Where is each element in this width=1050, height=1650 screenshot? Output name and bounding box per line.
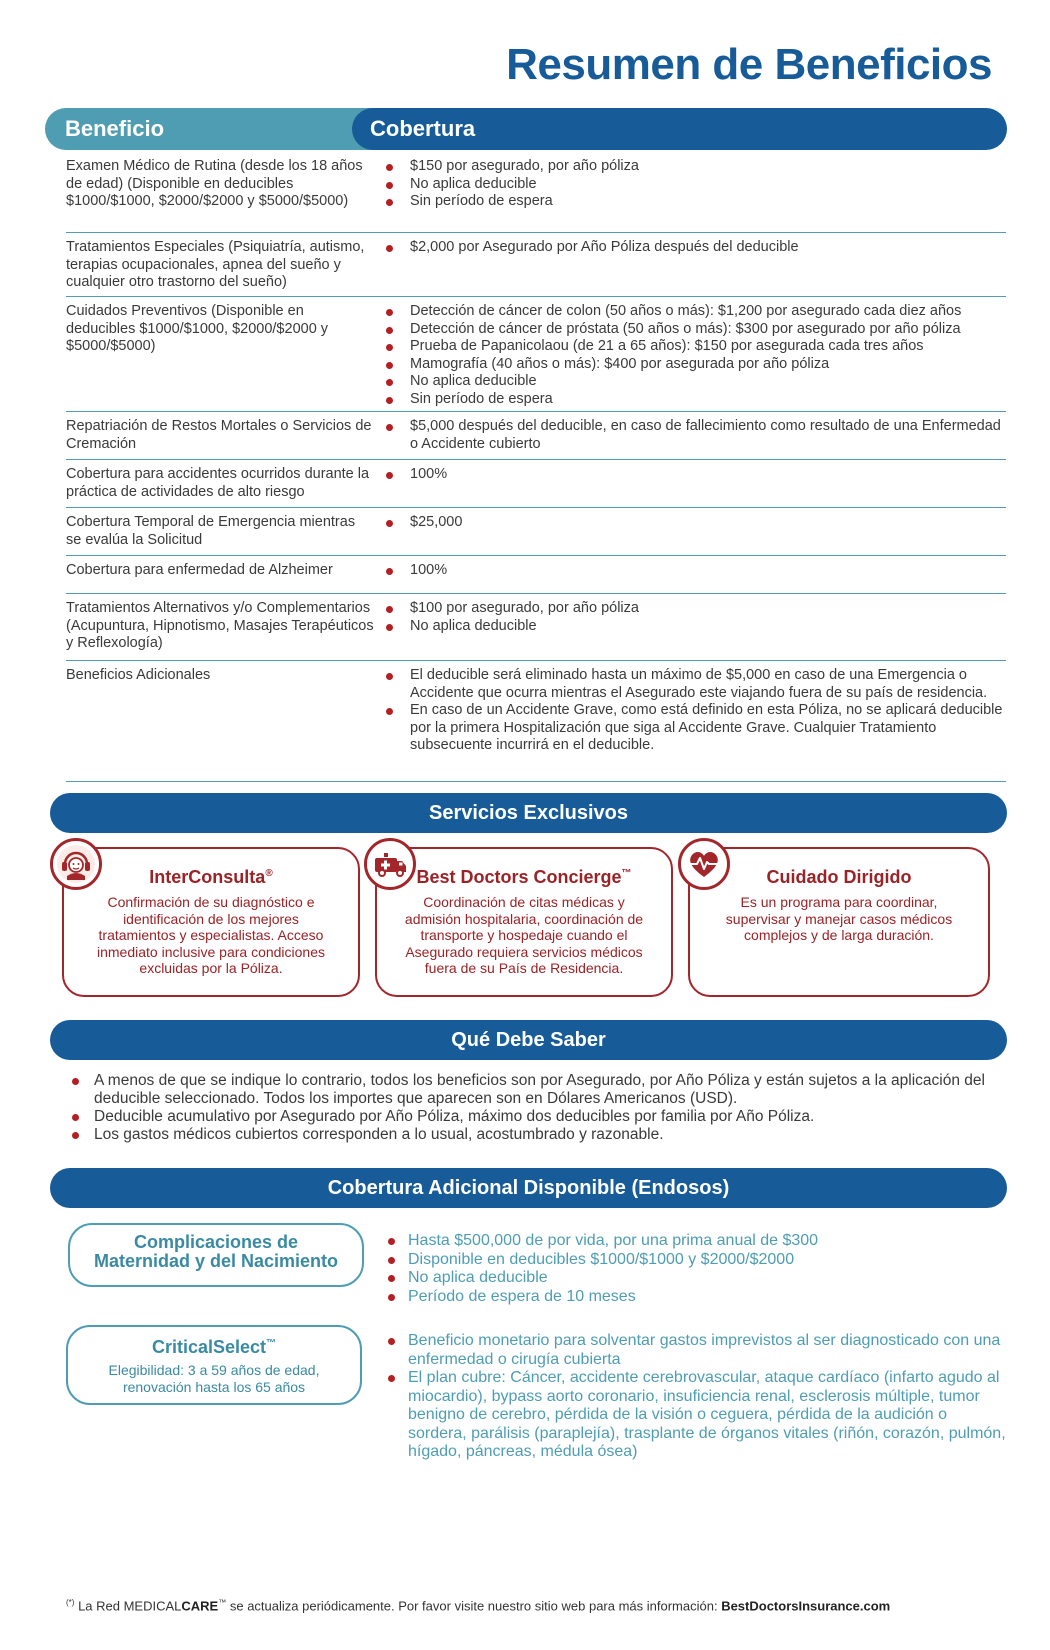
benefit-row	[66, 667, 1006, 755]
coverage-list	[384, 303, 1006, 408]
coverage-item: $5,000 después del deducible, en caso de fallecimiento como resultado de una Enfermedad o Accidente cubierto	[384, 418, 1006, 453]
service-card-title: Cuidado Dirigido	[766, 867, 912, 887]
ambulance-icon	[364, 838, 416, 890]
heart-pulse-icon	[678, 838, 730, 890]
benefit-row	[66, 239, 1006, 292]
service-card-cuidado-dirigido	[688, 847, 990, 997]
know-item: A menos de que se indique lo contrario, todos los beneficios son por Asegurado, por Año Póliza y están sujetos a la aplicación del deducible seleccionado. Todos los importes que aparecen son en Dólares Americanos (USD).	[72, 1072, 992, 1108]
maternity-item: Hasta $500,000 de por vida, por una prima anual de $300	[386, 1232, 1006, 1251]
row-divider	[66, 507, 1006, 508]
coverage-item: $150 por asegurado, por año póliza	[384, 158, 1006, 176]
coverage-item: Prueba de Papanicolaou (de 21 a 65 años): $150 por asegurada cada tres años	[384, 338, 1006, 356]
footer-note: (*) La Red MEDICALCARE™ se actualiza periódicamente. Por favor visite nuestro sitio web para más información: BestDoctorsInsurance.com	[66, 1598, 891, 1614]
coverage-item: $100 por asegurado, por año póliza	[384, 600, 1006, 618]
coverage-item: Detección de cáncer de colon (50 años o más): $1,200 por asegurado cada diez años	[384, 303, 1006, 321]
service-card-description: Es un programa para coordinar, supervisar y manejar casos médicos complejos y de larga duración.	[725, 894, 953, 943]
coverage-list	[384, 466, 1006, 501]
benefit-row	[66, 514, 1006, 549]
coverage-item: $2,000 por Asegurado por Año Póliza después del deducible	[384, 239, 1006, 257]
service-card-description: Confirmación de su diagnóstico e identificación de los mejores tratamientos y especialistas. Acceso inmediato inclusive para condiciones excluidas por la Póliza.	[96, 894, 326, 976]
benefit-row	[66, 303, 1006, 408]
benefit-name: Tratamientos Alternativos y/o Complementarios (Acupuntura, Hipnotismo, Masajes Terapéuticos y Reflexología)	[66, 600, 374, 651]
coverage-item: Sin período de espera	[384, 391, 1006, 409]
coverage-item: 100%	[384, 466, 1006, 484]
know-item: Deducible acumulativo por Asegurado por Año Póliza, máximo dos deducibles por familia por Año Póliza.	[72, 1108, 992, 1126]
maternity-endorsement-box	[68, 1223, 364, 1287]
header-beneficio-bar	[45, 108, 385, 150]
row-divider	[66, 593, 1006, 594]
row-divider	[66, 555, 1006, 556]
service-card-title: InterConsulta®	[149, 867, 273, 887]
coverage-list	[384, 562, 1006, 580]
doctor-headset-icon	[50, 838, 102, 890]
coverage-list	[384, 158, 1006, 211]
service-card-title: Best Doctors Concierge™	[416, 867, 632, 887]
coverage-item: Detección de cáncer de próstata (50 años o más): $300 por asegurado por año póliza	[384, 321, 1006, 339]
criticalselect-item: Beneficio monetario para solventar gastos imprevistos al ser diagnosticado con una enfermedad o cirugía cubierta	[386, 1332, 1006, 1369]
header-cobertura-label: Cobertura	[370, 116, 476, 141]
section-bar-servicios-exclusivos: Servicios Exclusivos	[50, 793, 1007, 833]
maternity-item: Disponible en deducibles $1000/$1000 y $2000/$2000	[386, 1251, 1006, 1270]
service-card-best-doctors-concierge	[375, 847, 673, 997]
row-divider	[66, 411, 1006, 412]
coverage-item: 100%	[384, 562, 1006, 580]
criticalselect-item: El plan cubre: Cáncer, accidente cerebrovascular, ataque cardíaco (infarto agudo al miocardio), bypass aorto coronario, insuficiencia renal, esclerosis múltiple, tumor benigno de cerebro, pérdida de la visión o ceguera, pérdida de la audición o sordera, parálisis (paraplejía), trasplante de órganos vitales (riñón, corazón, pulmón, hígado, páncreas, médula ósea)	[386, 1369, 1006, 1462]
coverage-item: No aplica deducible	[384, 618, 1006, 636]
maternity-list	[386, 1232, 1006, 1306]
service-card-description: Coordinación de citas médicas y admisión hospitalaria, coordinación de transporte y hospedaje cuando el Asegurado requiera servicios médicos fuera de su País de Residencia.	[404, 894, 644, 976]
benefit-row	[66, 418, 1006, 453]
coverage-item: Sin período de espera	[384, 193, 1006, 211]
criticalselect-title: CriticalSelect™	[151, 1337, 277, 1357]
criticalselect-subtitle: Elegibilidad: 3 a 59 años de edad, renovación hasta los 65 años	[108, 1362, 320, 1395]
benefit-name: Examen Médico de Rutina (desde los 18 años de edad) (Disponible en deducibles $1000/$1000, $2000/$2000 y $5000/$5000)	[66, 158, 363, 209]
coverage-list	[384, 600, 1006, 653]
benefit-name: Cuidados Preventivos (Disponible en deducibles $1000/$1000, $2000/$2000 y $5000/$5000)	[66, 303, 329, 354]
maternity-title-line1: Complicaciones de	[133, 1232, 299, 1252]
coverage-item: No aplica deducible	[384, 176, 1006, 194]
benefit-name: Beneficios Adicionales	[66, 667, 211, 683]
criticalselect-endorsement-box	[66, 1325, 362, 1405]
benefit-row	[66, 562, 1006, 580]
coverage-item: Mamografía (40 años o más): $400 por asegurada por año póliza	[384, 356, 1006, 374]
benefit-name: Repatriación de Restos Mortales o Servicios de Cremación	[66, 418, 372, 452]
coverage-item: $25,000	[384, 514, 1006, 532]
row-divider	[66, 296, 1006, 297]
service-card-interconsulta	[62, 847, 360, 997]
maternity-title-line2: Maternidad y del Nacimiento	[93, 1251, 339, 1271]
header-beneficio-label: Beneficio	[65, 116, 165, 141]
coverage-item: El deducible será eliminado hasta un máximo de $5,000 en caso de una Emergencia o Accidente que ocurra mientras el Asegurado este viajando fuera de su país de residencia.	[384, 667, 1006, 702]
section-bar-endosos: Cobertura Adicional Disponible (Endosos)	[50, 1168, 1007, 1208]
benefit-name: Cobertura para enfermedad de Alzheimer	[66, 562, 333, 578]
maternity-item: No aplica deducible	[386, 1269, 1006, 1288]
benefit-name: Cobertura Temporal de Emergencia mientras se evalúa la Solicitud	[66, 514, 356, 548]
coverage-list	[384, 667, 1006, 755]
benefit-row	[66, 158, 1006, 211]
footer-website-link[interactable]: BestDoctorsInsurance.com	[721, 1598, 891, 1614]
coverage-list	[384, 514, 1006, 549]
row-divider	[66, 232, 1006, 233]
benefit-row	[66, 466, 1006, 501]
row-divider	[66, 781, 1006, 782]
coverage-list	[384, 239, 1006, 292]
page-title: Resumen de Beneficios	[506, 40, 992, 89]
coverage-item: En caso de un Accidente Grave, como está definido en esta Póliza, no se aplicará deducible por la primera Hospitalización que siga al Accidente Grave. Cualquier Tratamiento subsecuente incurrirá en el deducible.	[384, 702, 1006, 755]
row-divider	[66, 660, 1006, 661]
benefit-name: Tratamientos Especiales (Psiquiatría, autismo, terapias ocupacionales, apnea del sueño y cualquier otro trastorno del sueño)	[66, 239, 365, 290]
know-list	[72, 1072, 992, 1144]
row-divider	[66, 459, 1006, 460]
section-bar-que-debe-saber: Qué Debe Saber	[50, 1020, 1007, 1060]
know-item: Los gastos médicos cubiertos corresponden a lo usual, acostumbrado y razonable.	[72, 1126, 992, 1144]
header-cobertura-bar	[352, 108, 1007, 150]
criticalselect-list	[386, 1332, 1006, 1462]
benefit-name: Cobertura para accidentes ocurridos durante la práctica de actividades de alto riesgo	[66, 466, 370, 500]
coverage-list	[384, 418, 1006, 453]
maternity-item: Período de espera de 10 meses	[386, 1288, 1006, 1307]
coverage-item: No aplica deducible	[384, 373, 1006, 391]
benefit-row	[66, 600, 1006, 653]
